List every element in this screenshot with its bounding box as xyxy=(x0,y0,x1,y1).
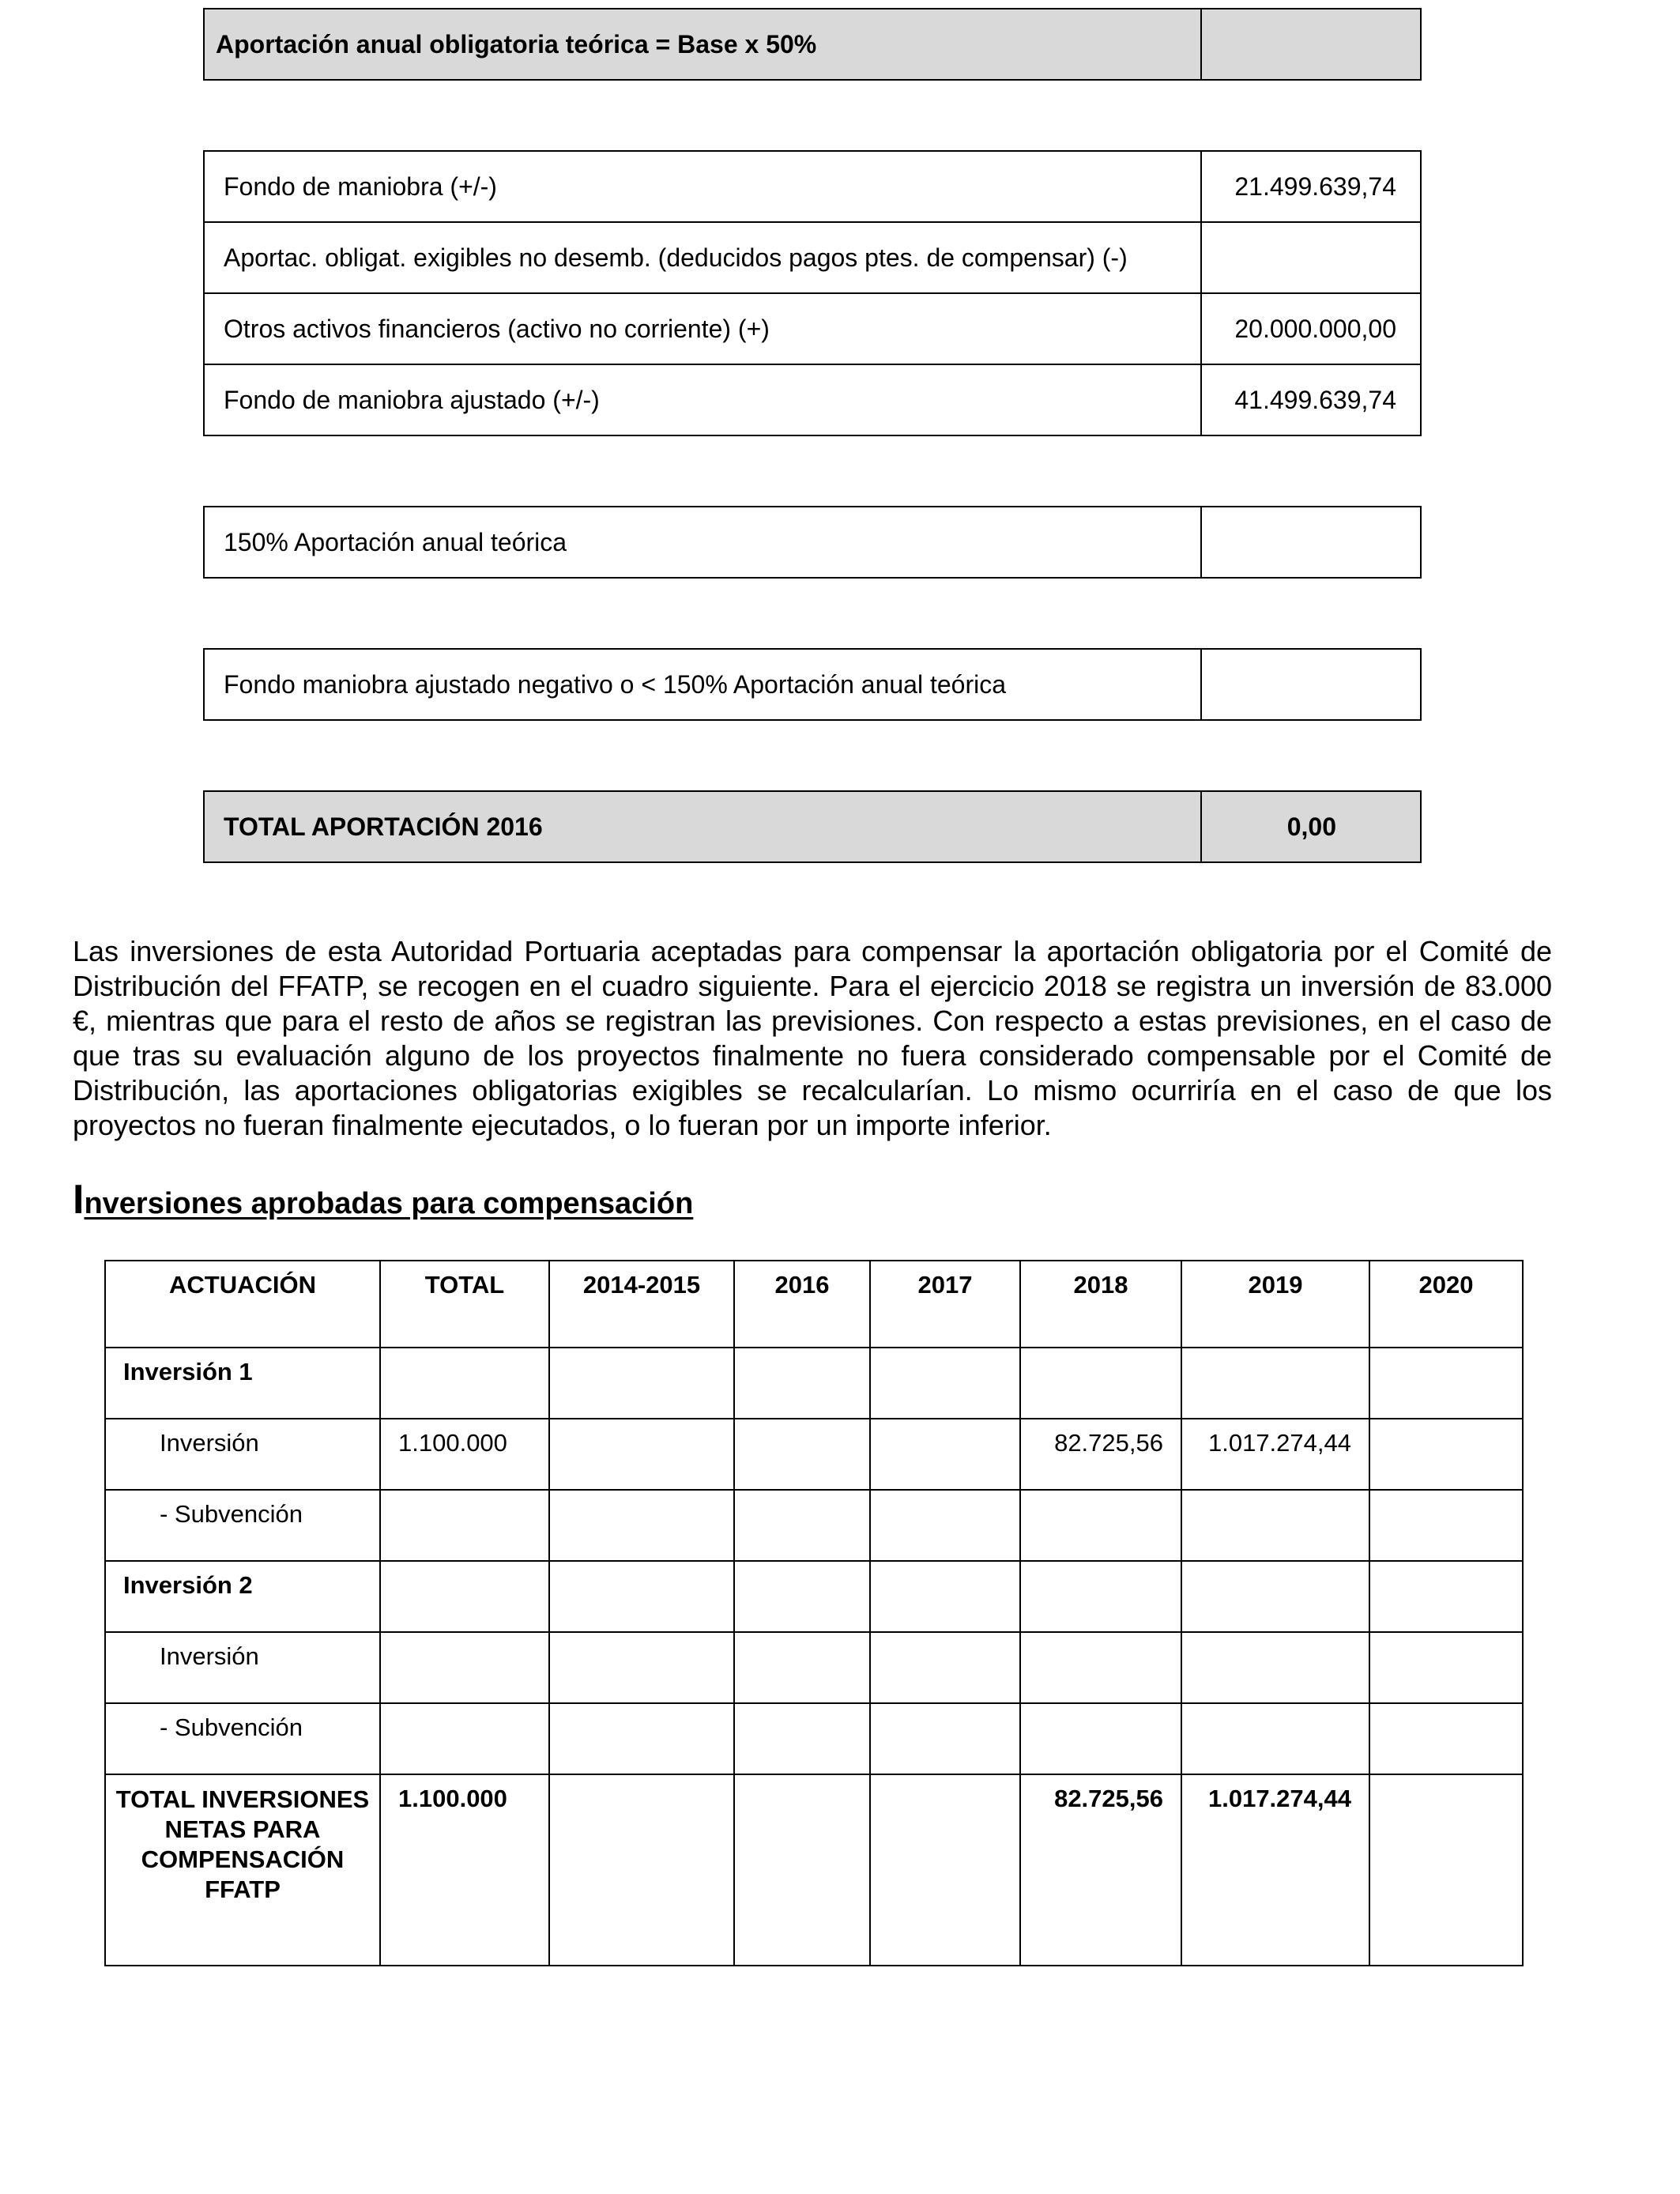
table-cell xyxy=(1369,1632,1523,1703)
table-cell xyxy=(1181,1632,1369,1703)
table-cell xyxy=(734,1774,870,1966)
table-row xyxy=(105,1348,1523,1419)
row-value xyxy=(1202,223,1420,292)
table-cell xyxy=(1181,1348,1369,1419)
table-cell xyxy=(1369,1490,1523,1561)
table-cell xyxy=(549,1703,734,1774)
table-cell xyxy=(549,1348,734,1419)
heading-text: nversiones aprobadas para compensación xyxy=(84,1187,694,1220)
negative-adjusted-label: Fondo maniobra ajustado negativo o < 150% Aportación anual teórica xyxy=(205,650,1202,719)
table-cell xyxy=(734,1561,870,1632)
row-label: Aportac. obligat. exigibles no desemb. (deducidos pagos ptes. de compensar) (-) xyxy=(205,223,1202,292)
table-cell xyxy=(870,1774,1020,1966)
table-cell xyxy=(380,1348,549,1419)
table-cell: 82.725,56 xyxy=(1020,1774,1181,1966)
table-cell xyxy=(549,1774,734,1966)
table-cell: 1.100.000 xyxy=(380,1774,549,1966)
column-header: 2019 xyxy=(1181,1261,1369,1348)
row-value: 41.499.639,74 xyxy=(1234,385,1396,414)
table-cell xyxy=(1369,1774,1523,1966)
table-cell xyxy=(1181,1703,1369,1774)
row-label: Fondo de maniobra (+/-) xyxy=(205,152,1202,221)
table-cell xyxy=(1020,1703,1181,1774)
table-cell xyxy=(1020,1348,1181,1419)
table-cell xyxy=(734,1348,870,1419)
table-cell: 1.100.000 xyxy=(380,1419,549,1490)
working-capital-box xyxy=(203,150,1422,436)
table-row xyxy=(105,1490,1523,1561)
table-row xyxy=(105,1703,1523,1774)
table-cell xyxy=(380,1561,549,1632)
table-cell xyxy=(1369,1561,1523,1632)
table-cell xyxy=(734,1419,870,1490)
table-cell: Inversión 2 xyxy=(105,1561,380,1632)
table-cell xyxy=(1369,1348,1523,1419)
base-contribution-label: Aportación anual obligatoria teórica = Base x 50% xyxy=(205,9,1202,79)
total-contribution-value: 0,00 xyxy=(1286,812,1336,841)
table-cell xyxy=(734,1703,870,1774)
table-cell xyxy=(1020,1490,1181,1561)
table-cell xyxy=(380,1490,549,1561)
table-header-row xyxy=(105,1261,1523,1348)
theoretical-150-value xyxy=(1202,507,1420,577)
table-cell xyxy=(870,1703,1020,1774)
row-value: 20.000.000,00 xyxy=(1234,314,1396,343)
table-cell xyxy=(380,1632,549,1703)
table-cell xyxy=(870,1419,1020,1490)
column-header: TOTAL xyxy=(380,1261,549,1348)
theoretical-150-label: 150% Aportación anual teórica xyxy=(205,507,1202,577)
table-cell xyxy=(380,1703,549,1774)
table-cell: Inversión xyxy=(105,1419,380,1490)
heading-first-letter: I xyxy=(73,1177,85,1223)
column-header: 2016 xyxy=(734,1261,870,1348)
table-cell xyxy=(549,1632,734,1703)
table-cell: 82.725,56 xyxy=(1020,1419,1181,1490)
table-cell: 1.017.274,44 xyxy=(1181,1419,1369,1490)
row-value: 21.499.639,74 xyxy=(1234,172,1396,201)
table-cell xyxy=(870,1348,1020,1419)
table-cell xyxy=(549,1490,734,1561)
table-cell xyxy=(1369,1419,1523,1490)
table-cell xyxy=(1369,1703,1523,1774)
working-capital-row xyxy=(205,152,1420,221)
base-contribution-value xyxy=(1202,9,1420,79)
section-heading xyxy=(73,1176,693,1223)
negative-adjusted-value xyxy=(1202,650,1420,719)
row-label: Otros activos financieros (activo no corriente) (+) xyxy=(205,294,1202,364)
theoretical-150-box xyxy=(203,506,1422,579)
table-cell: Inversión 1 xyxy=(105,1348,380,1419)
unpaid-contributions-row xyxy=(205,221,1420,292)
other-financial-assets-row xyxy=(205,292,1420,364)
table-cell xyxy=(549,1419,734,1490)
table-cell xyxy=(870,1561,1020,1632)
column-header: ACTUACIÓN xyxy=(105,1261,380,1348)
base-contribution-box xyxy=(203,8,1422,81)
table-cell: 1.017.274,44 xyxy=(1181,1774,1369,1966)
table-row xyxy=(105,1561,1523,1632)
table-cell xyxy=(1020,1561,1181,1632)
investments-paragraph: Las inversiones de esta Autoridad Portuaria aceptadas para compensar la aportación obligatoria por el Comité de Distribución del FFATP, se recogen en el cuadro siguiente. Para el ejercicio 2018 se registra un inversión de 83.000 €, mientras que para el resto de años se registran las previsiones. Con respecto a estas previsiones, en el caso de que tras su evaluación alguno de los proyectos finalmente no fuera considerado compensable por el Comité de Distribución, las aportaciones obligatorias exigibles se recalcularían. Lo mismo ocurriría en el caso de que los proyectos no fueran finalmente ejecutados, o lo fueran por un importe inferior. xyxy=(73,935,1552,1141)
table-cell xyxy=(1181,1490,1369,1561)
negative-adjusted-box xyxy=(203,648,1422,721)
table-cell xyxy=(1020,1632,1181,1703)
table-cell xyxy=(734,1632,870,1703)
table-cell: - Subvención xyxy=(105,1703,380,1774)
column-header: 2018 xyxy=(1020,1261,1181,1348)
table-cell: Inversión xyxy=(105,1632,380,1703)
column-header: 2014-2015 xyxy=(549,1261,734,1348)
table-cell xyxy=(549,1561,734,1632)
column-header: 2020 xyxy=(1369,1261,1523,1348)
table-row xyxy=(105,1419,1523,1490)
table-cell xyxy=(870,1632,1020,1703)
table-cell: - Subvención xyxy=(105,1490,380,1561)
adjusted-working-capital-row xyxy=(205,364,1420,435)
column-header: 2017 xyxy=(870,1261,1020,1348)
table-row xyxy=(105,1632,1523,1703)
row-label: Fondo de maniobra ajustado (+/-) xyxy=(205,365,1202,435)
table-cell xyxy=(734,1490,870,1561)
table-cell xyxy=(1181,1561,1369,1632)
table-cell xyxy=(870,1490,1020,1561)
table-total-row xyxy=(105,1774,1523,1966)
investments-table xyxy=(104,1260,1524,1966)
total-contribution-label: TOTAL APORTACIÓN 2016 xyxy=(205,792,1202,861)
total-contribution-box xyxy=(203,790,1422,863)
table-cell: TOTAL INVERSIONES NETAS PARA COMPENSACIÓN FFATP xyxy=(105,1774,380,1966)
